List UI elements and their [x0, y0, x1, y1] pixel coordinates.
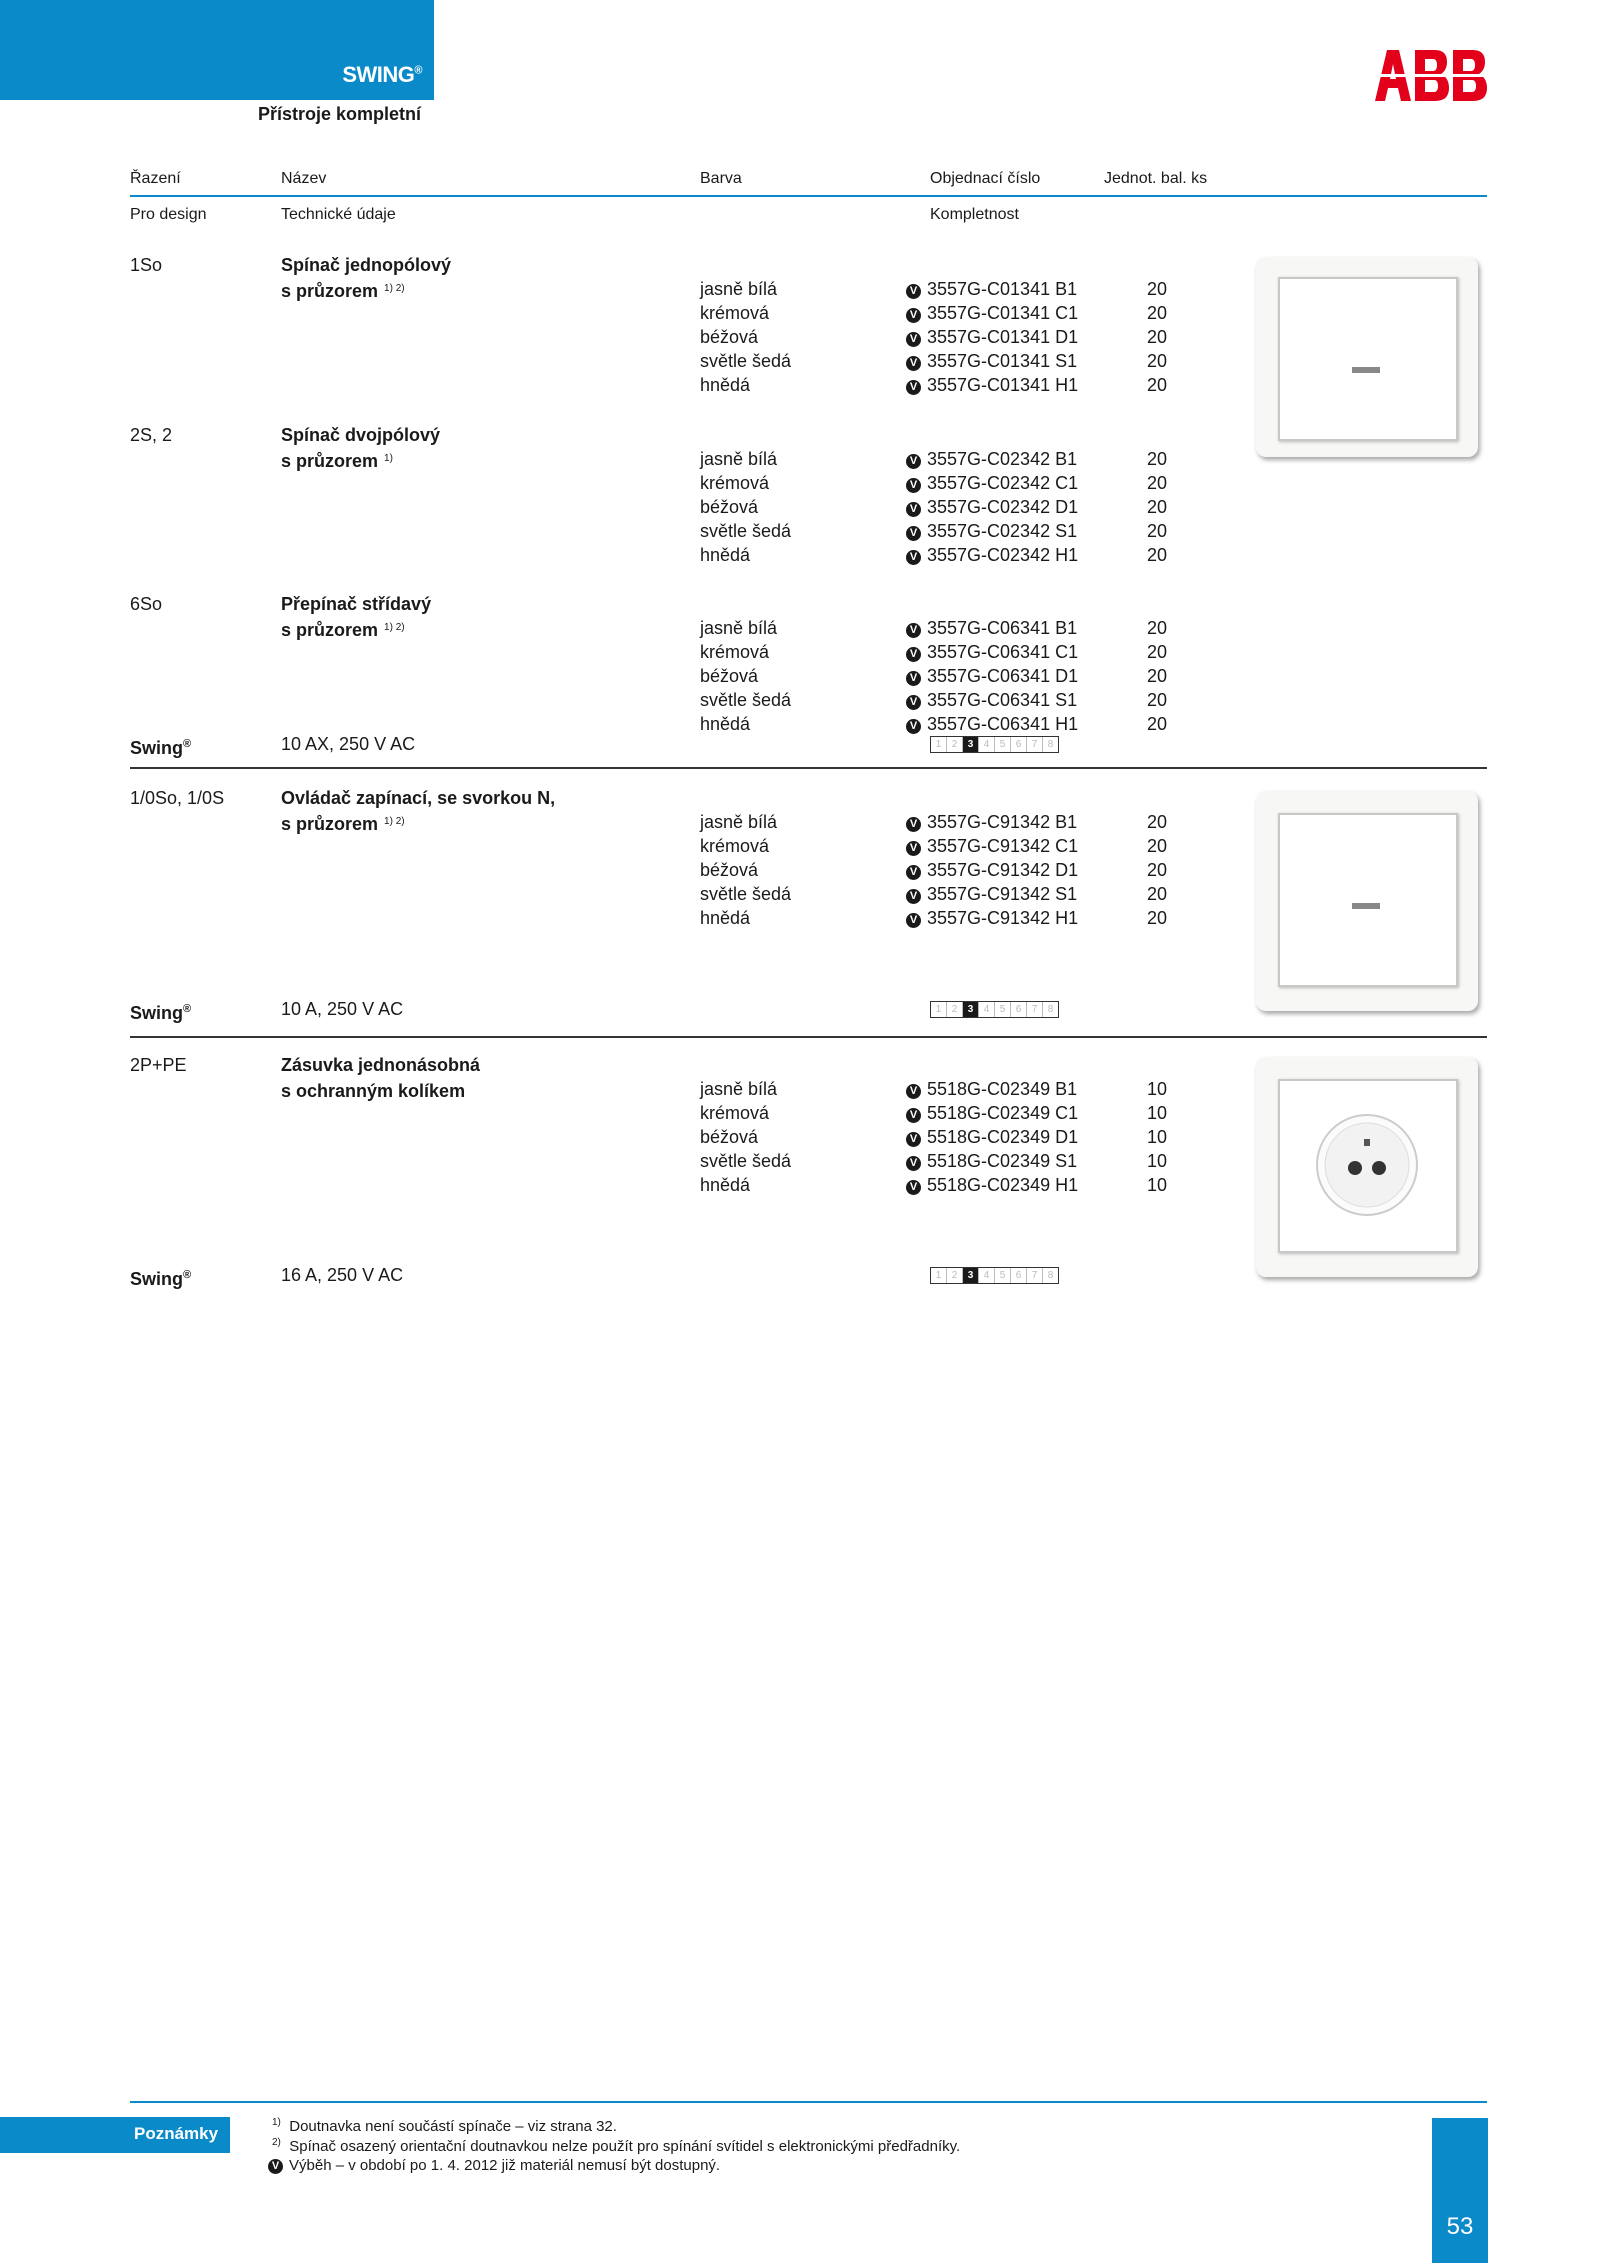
order-number: V 3557G-C01341 B1	[906, 277, 1077, 301]
footnote-ref: 1) 2)	[384, 816, 405, 827]
color-name: jasně bílá	[700, 1079, 778, 1099]
color-name: světle šedá	[700, 521, 792, 541]
kompletnost-cell: 3	[963, 737, 979, 752]
razeni-code: 2S, 2	[130, 425, 173, 445]
color-name: jasně bílá	[700, 618, 778, 638]
color-name: béžová	[700, 666, 759, 686]
v-mark-icon: V	[906, 695, 921, 710]
color-name: hnědá	[700, 714, 751, 734]
col-nazev: Název	[281, 170, 327, 187]
color-name: světle šedá	[700, 690, 792, 710]
kompletnost-cell: 5	[995, 737, 1011, 752]
abb-logo	[1375, 50, 1487, 101]
v-mark-icon: V	[906, 647, 921, 662]
pack-quantity: 20	[1147, 545, 1168, 565]
kompletnost-cell: 4	[979, 1002, 995, 1017]
order-number: V 5518G-C02349 S1	[906, 1149, 1077, 1173]
color-name: hnědá	[700, 908, 751, 928]
page-number-box	[1432, 2118, 1488, 2263]
pack-quantity: 10	[1147, 1103, 1168, 1123]
v-mark-icon: V	[906, 1180, 921, 1195]
order-number: V 5518G-C02349 D1	[906, 1125, 1078, 1149]
color-name: hnědá	[700, 545, 751, 565]
color-name: krémová	[700, 642, 770, 662]
kompletnost-cell: 2	[947, 1268, 963, 1283]
kompletnost-cell: 1	[931, 737, 947, 752]
color-name: krémová	[700, 303, 770, 323]
color-name: jasně bílá	[700, 449, 778, 469]
color-name: světle šedá	[700, 1151, 792, 1171]
page-subtitle: Přístroje kompletní	[258, 104, 422, 124]
brand-tab-title: SWING®	[342, 62, 422, 87]
kompletnost-cell: 6	[1011, 1268, 1027, 1283]
order-number: V 3557G-C91342 C1	[906, 834, 1078, 858]
order-number: V 5518G-C02349 H1	[906, 1173, 1078, 1197]
kompletnost-cell: 1	[931, 1002, 947, 1017]
v-mark-icon: V	[906, 526, 921, 541]
pack-quantity: 20	[1147, 666, 1168, 686]
order-number: V 3557G-C02342 B1	[906, 447, 1077, 471]
color-name: světle šedá	[700, 884, 792, 904]
v-mark-icon: V	[906, 550, 921, 565]
v-mark-icon: V	[906, 671, 921, 686]
pack-quantity: 20	[1147, 836, 1168, 856]
kompletnost-cell: 2	[947, 737, 963, 752]
kompletnost-cell: 7	[1027, 1002, 1043, 1017]
razeni-code: 2P+PE	[130, 1055, 187, 1075]
color-name: krémová	[700, 473, 770, 493]
brand-tab	[0, 0, 434, 100]
v-mark-icon: V	[906, 356, 921, 371]
page-number: 53	[1446, 2213, 1474, 2240]
pack-quantity: 10	[1147, 1151, 1168, 1171]
kompletnost-cell: 7	[1027, 737, 1043, 752]
product-name-line2: s průzorem $^{1)}$	[281, 451, 393, 471]
col-kompletnost: Kompletnost	[930, 206, 1019, 223]
v-mark-icon: V	[906, 865, 921, 880]
order-number: V 3557G-C06341 C1	[906, 640, 1078, 664]
kompletnost-cell: 7	[1027, 1268, 1043, 1283]
kompletnost-cell: 4	[979, 737, 995, 752]
color-name: hnědá	[700, 375, 751, 395]
order-number: V 3557G-C02342 C1	[906, 471, 1078, 495]
pack-quantity: 20	[1147, 618, 1168, 638]
technical-data: 16 A, 250 V AC	[281, 1265, 404, 1285]
pack-quantity: 20	[1147, 908, 1168, 928]
pack-quantity: 20	[1147, 327, 1168, 347]
color-name: hnědá	[700, 1175, 751, 1195]
technical-data: 10 A, 250 V AC	[281, 999, 404, 1019]
order-number: V 3557G-C06341 B1	[906, 616, 1077, 640]
product-name: Spínač dvojpólový	[281, 425, 441, 445]
pack-quantity: 20	[1147, 884, 1168, 904]
order-number: V 3557G-C91342 S1	[906, 882, 1077, 906]
v-mark-icon: V	[906, 332, 921, 347]
pack-quantity: 20	[1147, 860, 1168, 880]
pack-quantity: 20	[1147, 812, 1168, 832]
order-number: V 3557G-C06341 D1	[906, 664, 1078, 688]
design-name: Swing®	[130, 1003, 192, 1023]
product-name-line2: s průzorem $^{1) 2)}$	[281, 814, 405, 834]
col-technicke: Technické údaje	[281, 206, 396, 223]
v-mark-icon: V	[268, 2159, 283, 2174]
v-mark-icon: V	[906, 1084, 921, 1099]
product-name: Přepínač střídavý	[281, 594, 432, 614]
col-razeni: Řazení	[130, 170, 181, 187]
order-number: V 3557G-C01341 S1	[906, 349, 1077, 373]
product-name: Zásuvka jednonásobná	[281, 1055, 481, 1075]
order-number: V 3557G-C06341 S1	[906, 688, 1077, 712]
v-mark-icon: V	[906, 913, 921, 928]
footnote-2: $^{2)}$ Spínač osazený orientační doutnavkou nelze použít pro spínání svítidel s elektronickými předřadníky.	[272, 2137, 961, 2155]
switch-product-image	[1256, 791, 1478, 1011]
kompletnost-cell: 3	[963, 1002, 979, 1017]
kompletnost-cell: 4	[979, 1268, 995, 1283]
color-name: krémová	[700, 836, 770, 856]
switch-product-image	[1256, 257, 1478, 457]
kompletnost-cell: 8	[1047, 1270, 1054, 1281]
footnote-ref: 1) 2)	[384, 283, 405, 294]
v-mark-icon: V	[906, 1132, 921, 1147]
v-mark-icon: V	[906, 478, 921, 493]
col-barva: Barva	[700, 170, 742, 187]
product-name-line2: s průzorem $^{1) 2)}$	[281, 281, 405, 301]
order-number: V 3557G-C02342 H1	[906, 543, 1078, 567]
v-mark-icon: V	[906, 502, 921, 517]
order-number: V 5518G-C02349 C1	[906, 1101, 1078, 1125]
order-number: V 3557G-C01341 H1	[906, 373, 1078, 397]
color-name: béžová	[700, 327, 759, 347]
design-name: Swing®	[130, 738, 192, 758]
kompletnost-cell: 5	[995, 1268, 1011, 1283]
section-divider	[130, 1036, 1487, 1038]
socket-product-image	[1256, 1057, 1478, 1277]
v-mark-icon: V	[906, 1156, 921, 1171]
footer-divider	[130, 2101, 1487, 2103]
footnote-1: $^{1)}$ Doutnavka není součástí spínače – viz strana 32.	[272, 2117, 617, 2135]
product-name: Spínač jednopólový	[281, 255, 452, 275]
pack-quantity: 10	[1147, 1079, 1168, 1099]
order-number: V 3557G-C02342 D1	[906, 495, 1078, 519]
product-name-line2: s ochranným kolíkem	[281, 1081, 466, 1101]
color-name: béžová	[700, 497, 759, 517]
v-mark-icon: V	[906, 454, 921, 469]
footnote-3: V Výběh – v období po 1. 4. 2012 již materiál nemusí být dostupný.	[268, 2157, 720, 2174]
col-baleni: Jednot. bal. ks	[1104, 170, 1208, 187]
pack-quantity: 20	[1147, 473, 1168, 493]
product-name-line2: s průzorem $^{1) 2)}$	[281, 620, 405, 640]
notes-label-box	[0, 2117, 230, 2153]
order-number: V 3557G-C02342 S1	[906, 519, 1077, 543]
pack-quantity: 20	[1147, 303, 1168, 323]
socket-icon	[1307, 1105, 1427, 1225]
kompletnost-cell: 6	[1011, 1002, 1027, 1017]
pack-quantity: 20	[1147, 375, 1168, 395]
col-objednaci: Objednací číslo	[930, 170, 1041, 187]
v-mark-icon: V	[906, 284, 921, 299]
razeni-code: 1/0So, 1/0S	[130, 788, 225, 808]
order-number: V 3557G-C06341 H1	[906, 712, 1078, 736]
kompletnost-cell: 3	[963, 1268, 979, 1283]
kompletnost-cell: 2	[947, 1002, 963, 1017]
pack-quantity: 20	[1147, 449, 1168, 469]
footnote-ref: 1) 2)	[384, 622, 405, 633]
color-name: béžová	[700, 1127, 759, 1147]
kompletnost-cell: 8	[1047, 1004, 1054, 1015]
notes-label: Poznámky	[134, 2124, 219, 2143]
kompletnost-cell: 6	[1011, 737, 1027, 752]
section-divider	[130, 767, 1487, 769]
order-number: V 3557G-C01341 C1	[906, 301, 1078, 325]
pack-quantity: 20	[1147, 642, 1168, 662]
kompletnost-cell: 5	[995, 1002, 1011, 1017]
v-mark-icon: V	[906, 308, 921, 323]
technical-data: 10 AX, 250 V AC	[281, 734, 416, 754]
color-name: béžová	[700, 860, 759, 880]
header-divider	[130, 195, 1487, 197]
kompletnost-strip	[930, 1267, 1059, 1284]
kompletnost-cell: 8	[1047, 739, 1054, 750]
kompletnost-cell: 1	[931, 1268, 947, 1283]
color-name: jasně bílá	[700, 812, 778, 832]
pack-quantity: 20	[1147, 690, 1168, 710]
v-mark-icon: V	[906, 817, 921, 832]
footnote-ref: 1)	[384, 453, 393, 464]
v-mark-icon: V	[906, 841, 921, 856]
order-number: V 3557G-C91342 H1	[906, 906, 1078, 930]
pack-quantity: 20	[1147, 714, 1168, 734]
v-mark-icon: V	[906, 719, 921, 734]
order-number: V 3557G-C91342 D1	[906, 858, 1078, 882]
order-number: V 3557G-C01341 D1	[906, 325, 1078, 349]
pack-quantity: 20	[1147, 497, 1168, 517]
color-name: krémová	[700, 1103, 770, 1123]
v-mark-icon: V	[906, 889, 921, 904]
v-mark-icon: V	[906, 1108, 921, 1123]
pack-quantity: 20	[1147, 279, 1168, 299]
col-pro-design: Pro design	[130, 206, 207, 223]
razeni-code: 1So	[130, 255, 163, 275]
pack-quantity: 20	[1147, 521, 1168, 541]
kompletnost-strip	[930, 1001, 1059, 1018]
design-name: Swing®	[130, 1269, 192, 1289]
pack-quantity: 20	[1147, 351, 1168, 371]
product-name: Ovládač zapínací, se svorkou N,	[281, 788, 556, 808]
v-mark-icon: V	[906, 380, 921, 395]
pack-quantity: 10	[1147, 1127, 1168, 1147]
kompletnost-strip	[930, 736, 1059, 753]
order-number: V 5518G-C02349 B1	[906, 1077, 1077, 1101]
order-number: V 3557G-C91342 B1	[906, 810, 1077, 834]
color-name: světle šedá	[700, 351, 792, 371]
pack-quantity: 10	[1147, 1175, 1168, 1195]
color-name: jasně bílá	[700, 279, 778, 299]
v-mark-icon: V	[906, 623, 921, 638]
razeni-code: 6So	[130, 594, 163, 614]
